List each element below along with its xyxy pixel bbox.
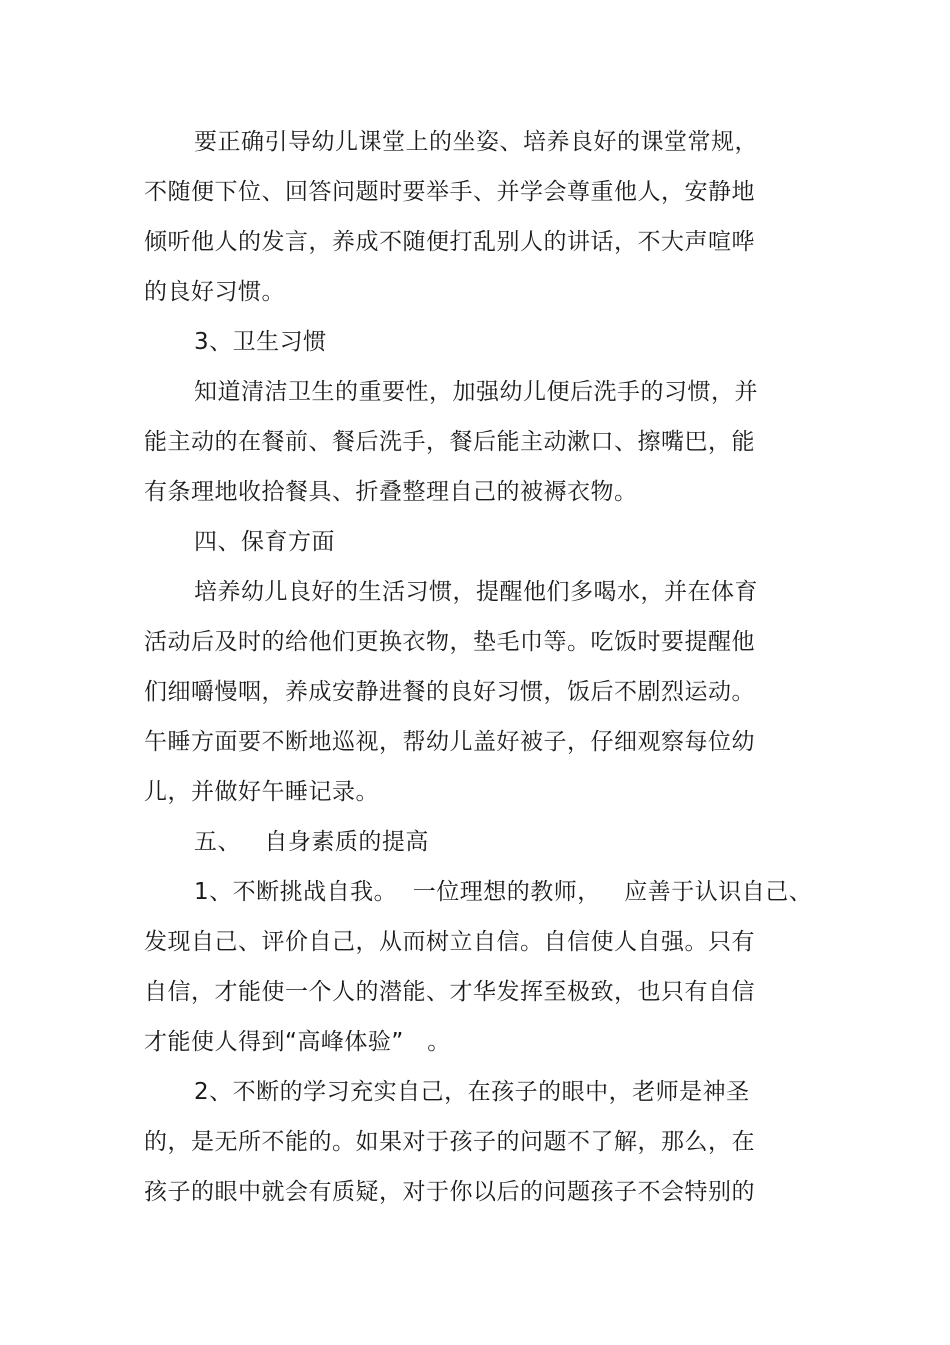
- paragraph-line: 有条理地收拾餐具、折叠整理自己的被褥衣物。: [144, 479, 638, 505]
- section-heading: 四、保育方面: [194, 529, 335, 555]
- paragraph-line: 不随便下位、回答问题时要举手、并学会尊重他人，安静地: [144, 179, 755, 205]
- paragraph-line: 午睡方面要不断地巡视，帮幼儿盖好被子，仔细观察每位幼: [144, 729, 755, 755]
- paragraph-line: 2、不断的学习充实自己，在孩子的眼中，老师是神圣: [194, 1079, 750, 1105]
- paragraph-line: 能主动的在餐前、餐后洗手，餐后能主动漱口、擦嘴巴，能: [144, 429, 755, 455]
- paragraph-line: 儿，并做好午睡记录。: [144, 779, 379, 805]
- section-heading: 五、 自身素质的提高: [194, 829, 429, 855]
- paragraph-line: 们细嚼慢咽，养成安静进餐的良好习惯，饭后不剧烈运动。: [144, 679, 755, 705]
- paragraph-line: 发现自己、评价自己，从而树立自信。自信使人自强。只有: [144, 929, 755, 955]
- paragraph-line: 活动后及时的给他们更换衣物，垫毛巾等。吃饭时要提醒他: [144, 629, 755, 655]
- paragraph-line: 倾听他人的发言，养成不随便打乱别人的讲话，不大声喧哗: [144, 229, 755, 255]
- section-heading: 3、卫生习惯: [194, 329, 327, 355]
- paragraph-line: 的良好习惯。: [144, 279, 285, 305]
- paragraph-line: 的，是无所不能的。如果对于孩子的问题不了解，那么，在: [144, 1129, 755, 1155]
- paragraph-line: 自信，才能使一个人的潜能、才华发挥至极致，也只有自信: [144, 979, 755, 1005]
- paragraph-line: 要正确引导幼儿课堂上的坐姿、培养良好的课堂常规，: [194, 129, 758, 155]
- paragraph-line: 知道清洁卫生的重要性，加强幼儿便后洗手的习惯，并: [194, 379, 758, 405]
- paragraph-line: 孩子的眼中就会有质疑，对于你以后的问题孩子不会特别的: [144, 1179, 755, 1205]
- paragraph-line: 1、不断挑战自我。 一位理想的教师， 应善于认识自己、: [194, 879, 813, 905]
- paragraph-line: 培养幼儿良好的生活习惯，提醒他们多喝水，并在体育: [194, 579, 758, 605]
- paragraph-line: 才能使人得到“高峰体验” 。: [144, 1029, 451, 1055]
